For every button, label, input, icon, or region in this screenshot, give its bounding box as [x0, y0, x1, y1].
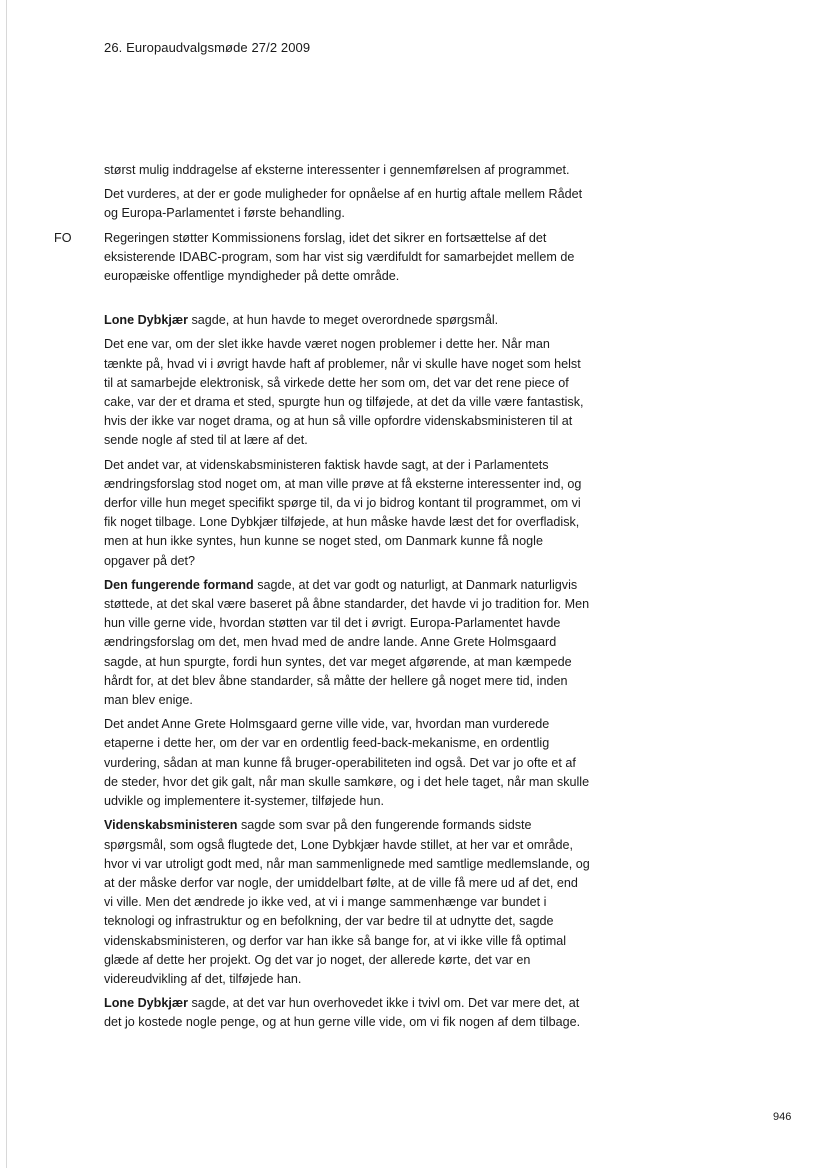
paragraph: Det vurderes, at der er gode muligheder for opnåelse af en hurtig aftale mellem Rådet og Europa-Parlamentet i første behandling. — [104, 187, 583, 221]
paragraph: størst mulig inddragelse af eksterne interessenter i gennemførelsen af programmet. — [104, 163, 570, 177]
paragraph: Den fungerende formand sagde, at det var godt og naturligt, at Danmark naturligvis støttede, at det skal være baseret på åbne standarder, det havde vi jo tradition for. Men hun ville gerne vide, hvordan støtten var til det i øvrigt. Europa-Parlamentet havde ændringsforslag om det, men hvad med de andre lande. Anne Grete Holmsgaard sagde, at hun spurgte, fordi hun syntes, det var meget afgørende, at man kæmpede hårdt for, at det blev åbne standarder, så måtte der hellere gå noget mere tid, inden man blev enige. — [104, 577, 590, 708]
speaker-name: Lone Dybkjær — [104, 313, 188, 328]
paragraph: Videnskabsministeren sagde som svar på den fungerende formands sidste spørgsmål, som også flugtede det, Lone Dybkjær havde stillet, at her var et område, hvor vi var utroligt godt med, når man sammenlignede med samtlige medlemslande, og at der måske derfor var nogle, der umiddelbart følte, at de ville få mere ud af det, end vi ville. Men det ændrede jo ikke ved, at vi i mange sammenhænge var bundet i teknologi og infrastruktur og en befolkning, der var bedre til at udnytte det, sagde videnskabsministeren, og derfor var han ikke så bange for, at vi ikke ville få optimal glæde af dette her projekt. Og det var jo noget, der allerede kørte, det var en videreudvikling af det, tilføjede han. — [104, 818, 590, 986]
paragraph: Det andet Anne Grete Holmsgaard gerne ville vide, var, hvordan man vurderede etaperne i dette her, om der var en ordentlig feed-back-mekanisme, en ordentlig vurdering, sådan at man kunne få bruger-operabiliteten ind også. Det var jo ofte et af de steder, hvor det gik galt, når man skulle samkøre, og i det hele taget, når man skulle udvikle og implementere it-systemer, tilføjede hun. — [104, 717, 590, 809]
paragraph-fo: FO Regeringen støtter Kommissionens forslag, idet det sikrer en fortsættelse af det eksisterende IDABC-program, som har vist sig værdifuldt for samarbejdet mellem de europæiske offentlige myndigheder på dette område. — [54, 230, 575, 284]
paragraph: Det andet var, at videnskabsministeren faktisk havde sagt, at der i Parlamentets ændringsforslag stod noget om, at man ville prøve at få eksterne interessenter ind, og derfor ville hun meget specifikt spørge til, da vi jo bidrog kontant til programmet, om vi fik noget tilbage. Lone Dybkjær tilføjede, at hun måske havde læst det for overfladisk, men at hun ikke syntes, hun kunne se noget sted, om Danmark kunne få nogle opgaver på det? — [104, 457, 582, 568]
document-body — [54, 161, 590, 1038]
speaker-name: Videnskabsministeren — [104, 818, 238, 833]
margin-label: FO — [54, 230, 72, 245]
speaker-name: Den fungerende formand — [104, 577, 254, 592]
page-header: 26. Europaudvalgsmøde 27/2 2009 — [104, 40, 311, 55]
page-number: 946 — [773, 1111, 792, 1123]
paragraph: Lone Dybkjær sagde, at det var hun overhovedet ikke i tvivl om. Det var mere det, at det jo kostede nogle penge, og at hun gerne ville vide, om vi fik nogen af dem tilbage. — [104, 996, 581, 1030]
paragraph: Lone Dybkjær sagde, at hun havde to meget overordnede spørgsmål. — [104, 313, 499, 328]
speaker-name: Lone Dybkjær — [104, 996, 188, 1011]
page-edge-rule — [6, 0, 7, 1168]
paragraph: Det ene var, om der slet ikke havde været nogen problemer i dette her. Når man tænkte på, hvad vi i øvrigt havde haft af problemer, når vi skulle have noget som helst til at samarbejde elektronisk, så virkede dette her som om, det var det rene piece of cake, var der et drama et sted, spurgte hun og tilføjede, at det da ville være fantastisk, hvis der ikke var noget drama, og at hun så ville opfordre videnskabsministeren til at sende nogle af sted til at lære af det. — [104, 337, 584, 448]
